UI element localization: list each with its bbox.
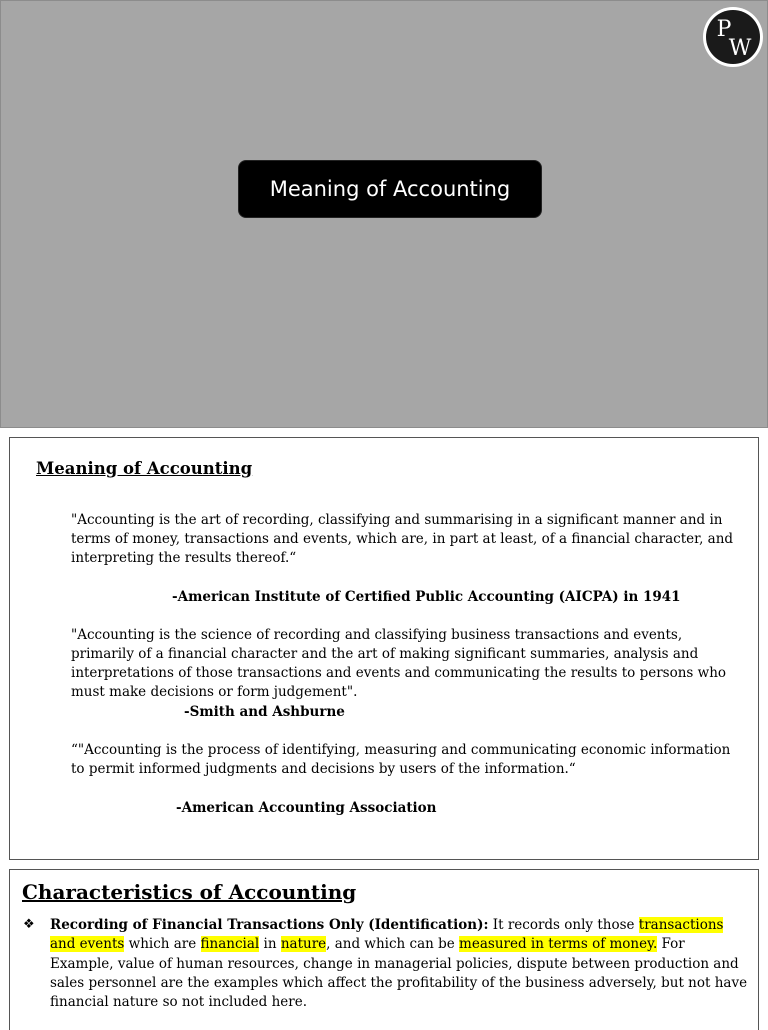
- attribution-smith: -Smith and Ashburne: [184, 704, 345, 720]
- definition-quote-aicpa: "Accounting is the art of recording, classifying and summarising in a significant manner and in terms of money, transactions and events, which are, in part at least, of a financial character, and interpreting the results thereof.“: [71, 512, 734, 566]
- bullet-diamond-icon: ❖: [23, 917, 35, 932]
- pw-logo: [702, 6, 764, 68]
- characteristics-slide: [9, 869, 759, 1030]
- definitions-slide: [9, 437, 759, 860]
- svg-text:P: P: [716, 17, 732, 42]
- characteristic-paragraph: [50, 916, 750, 1012]
- slide-title: Meaning of Accounting: [269, 177, 511, 201]
- svg-text:W: W: [728, 36, 752, 61]
- title-slide: [0, 0, 768, 428]
- highlight: measured in terms of money.: [459, 936, 658, 953]
- text-segment: For Example, value of human resources, change in managerial policies, dispute between production and sales personnel are the examples which affect the profitability of the business adversely, but not have financial nature so not included here.: [50, 936, 748, 1011]
- attribution-aicpa: -American Institute of Certified Public Accounting (AICPA) in 1941: [172, 589, 681, 605]
- definition-quote-smith: "Accounting is the science of recording and classifying business transactions and events, primarily of a financial character and the art of making significant summaries, analysis and interpretations of those transactions and events and communicating the results to persons who must make decisions or form judgement".: [71, 627, 727, 700]
- attribution-aaa: -American Accounting Association: [176, 800, 437, 816]
- highlight: transactions and events: [50, 917, 724, 953]
- section-heading: Meaning of Accounting: [36, 459, 253, 478]
- section-heading: Characteristics of Accounting: [22, 880, 357, 904]
- point-title: Recording of Financial Transactions Only (Identification):: [50, 917, 489, 933]
- highlight: financial: [200, 936, 260, 953]
- highlight: nature: [280, 936, 327, 953]
- text-segment: which are: [124, 936, 201, 953]
- text-segment: , and which can be: [326, 936, 460, 953]
- text-segment: It records only those: [488, 917, 639, 933]
- definition-quote-aaa: “"Accounting is the process of identifying, measuring and communicating economic information to permit informed judgments and decisions by users of the information.“: [71, 742, 731, 777]
- slide-title-box: [238, 160, 542, 218]
- text-segment: in: [259, 936, 281, 953]
